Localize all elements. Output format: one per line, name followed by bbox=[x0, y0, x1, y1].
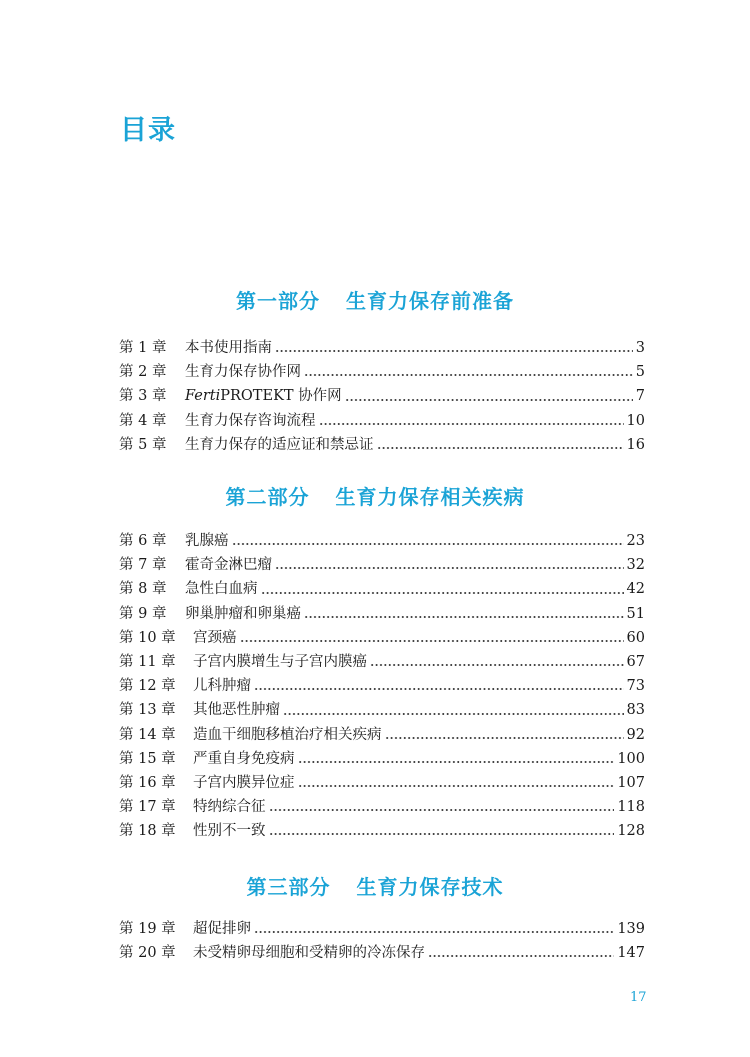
chapter-number: 第 10 章 bbox=[119, 629, 176, 646]
page-title: 目录 bbox=[120, 115, 176, 146]
chapter-title: 特纳综合征 bbox=[193, 799, 266, 816]
chapter-title: 卵巢肿瘤和卵巢癌 bbox=[185, 605, 301, 622]
page-ref: 7 bbox=[635, 388, 645, 405]
page-ref: 73 bbox=[626, 678, 645, 695]
chapter-title: 超促排卵 bbox=[193, 921, 251, 937]
toc-entry[interactable] bbox=[119, 409, 645, 433]
toc-entry[interactable] bbox=[119, 384, 645, 408]
chapter-title-rest: PROTEKT 协作网 bbox=[220, 388, 342, 405]
toc-entry[interactable] bbox=[119, 819, 645, 843]
toc-entry[interactable] bbox=[119, 723, 645, 747]
part-heading bbox=[0, 481, 750, 510]
chapter-title: 生育力保存咨询流程 bbox=[185, 412, 316, 429]
chapter-number: 第 20 章 bbox=[119, 945, 176, 962]
part-title: 生育力保存前准备 bbox=[346, 289, 514, 313]
leader-dots bbox=[298, 782, 615, 790]
page-ref: 67 bbox=[626, 653, 645, 670]
leader-dots bbox=[377, 444, 624, 452]
chapter-number: 第 1 章 bbox=[119, 340, 167, 356]
chapter-title: 儿科肿瘤 bbox=[193, 678, 251, 695]
chapter-number: 第 5 章 bbox=[119, 436, 167, 453]
chapter-number: 第 13 章 bbox=[119, 702, 176, 719]
leader-dots bbox=[254, 928, 614, 936]
toc-entry[interactable] bbox=[119, 433, 645, 457]
chapter-title: 生育力保存的适应证和禁忌证 bbox=[185, 436, 374, 453]
chapter-title: 乳腺癌 bbox=[185, 533, 229, 549]
page-ref: 23 bbox=[626, 533, 645, 549]
chapter-title: 霍奇金淋巴瘤 bbox=[185, 557, 272, 574]
page-number: 17 bbox=[630, 990, 647, 1005]
toc-list bbox=[119, 336, 645, 457]
chapter-number: 第 3 章 bbox=[119, 388, 167, 405]
page-ref: 147 bbox=[617, 945, 645, 962]
chapter-title: 未受精卵母细胞和受精卵的冷冻保存 bbox=[193, 945, 425, 962]
page-ref: 118 bbox=[617, 799, 645, 816]
toc-entry[interactable] bbox=[119, 698, 645, 722]
chapter-number: 第 17 章 bbox=[119, 799, 176, 816]
toc-entry[interactable] bbox=[119, 626, 645, 650]
chapter-number: 第 7 章 bbox=[119, 557, 167, 574]
chapter-title: 本书使用指南 bbox=[185, 340, 272, 356]
chapter-title bbox=[185, 384, 342, 405]
leader-dots bbox=[298, 758, 615, 766]
part-title: 生育力保存技术 bbox=[356, 875, 504, 899]
toc-list bbox=[119, 529, 645, 843]
toc-entry[interactable] bbox=[119, 553, 645, 577]
chapter-title: 急性白血病 bbox=[185, 581, 258, 598]
chapter-title: 性别不一致 bbox=[193, 823, 266, 840]
part-title: 生育力保存相关疾病 bbox=[335, 485, 525, 509]
chapter-number: 第 11 章 bbox=[119, 653, 176, 670]
chapter-number: 第 2 章 bbox=[119, 364, 167, 381]
leader-dots bbox=[428, 952, 614, 960]
chapter-number: 第 9 章 bbox=[119, 605, 167, 622]
chapter-number: 第 15 章 bbox=[119, 750, 176, 767]
page-ref: 42 bbox=[626, 581, 645, 598]
page-ref: 5 bbox=[635, 364, 645, 381]
toc-entry[interactable] bbox=[119, 650, 645, 674]
toc-entry[interactable] bbox=[119, 795, 645, 819]
chapter-title: 严重自身免疫病 bbox=[193, 750, 295, 767]
page-ref: 92 bbox=[626, 726, 645, 743]
chapter-number: 第 6 章 bbox=[119, 533, 167, 549]
chapter-number: 第 12 章 bbox=[119, 678, 176, 695]
leader-dots bbox=[275, 564, 624, 572]
chapter-title: 生育力保存协作网 bbox=[185, 364, 301, 381]
leader-dots bbox=[304, 613, 624, 621]
toc-entry[interactable] bbox=[119, 917, 645, 941]
toc-entry[interactable] bbox=[119, 336, 645, 360]
leader-dots bbox=[232, 540, 624, 548]
toc-entry[interactable] bbox=[119, 941, 645, 965]
part-heading bbox=[0, 285, 750, 314]
leader-dots bbox=[261, 589, 624, 597]
leader-dots bbox=[370, 661, 624, 669]
chapter-title: 子宫内膜异位症 bbox=[193, 774, 295, 791]
part-number: 第一部分 bbox=[236, 289, 320, 313]
leader-dots bbox=[254, 685, 624, 693]
toc-entry[interactable] bbox=[119, 529, 645, 553]
toc-entry[interactable] bbox=[119, 577, 645, 601]
toc-list bbox=[119, 917, 645, 965]
leader-dots bbox=[269, 830, 615, 838]
leader-dots bbox=[319, 420, 624, 428]
page-ref: 3 bbox=[635, 340, 645, 356]
leader-dots bbox=[275, 347, 633, 355]
part-number: 第三部分 bbox=[246, 875, 331, 899]
toc-entry[interactable] bbox=[119, 771, 645, 795]
toc-entry[interactable] bbox=[119, 602, 645, 626]
toc-entry[interactable] bbox=[119, 674, 645, 698]
chapter-title: 子宫内膜增生与子宫内膜癌 bbox=[193, 653, 367, 670]
chapter-number: 第 18 章 bbox=[119, 823, 176, 840]
leader-dots bbox=[345, 396, 633, 404]
leader-dots bbox=[240, 637, 624, 645]
part-heading bbox=[0, 871, 750, 900]
chapter-title: 宫颈癌 bbox=[193, 629, 237, 646]
leader-dots bbox=[385, 734, 624, 742]
page-ref: 10 bbox=[626, 412, 645, 429]
page-ref: 139 bbox=[617, 921, 645, 937]
page-ref: 107 bbox=[617, 774, 645, 791]
page-ref: 83 bbox=[626, 702, 645, 719]
chapter-number: 第 14 章 bbox=[119, 726, 176, 743]
page-ref: 60 bbox=[626, 629, 645, 646]
page-ref: 16 bbox=[626, 436, 645, 453]
chapter-title-italic: Ferti bbox=[185, 388, 221, 405]
chapter-number: 第 8 章 bbox=[119, 581, 167, 598]
toc-entry[interactable] bbox=[119, 360, 645, 384]
chapter-title: 其他恶性肿瘤 bbox=[193, 702, 280, 719]
chapter-number: 第 19 章 bbox=[119, 921, 176, 937]
page-ref: 100 bbox=[617, 750, 645, 767]
leader-dots bbox=[304, 371, 633, 379]
chapter-number: 第 16 章 bbox=[119, 774, 176, 791]
leader-dots bbox=[269, 806, 615, 814]
page-ref: 32 bbox=[626, 557, 645, 574]
toc-entry[interactable] bbox=[119, 747, 645, 771]
part-number: 第二部分 bbox=[225, 485, 310, 509]
page-ref: 51 bbox=[626, 605, 645, 622]
page-ref: 128 bbox=[617, 823, 645, 840]
leader-dots bbox=[283, 710, 624, 718]
chapter-number: 第 4 章 bbox=[119, 412, 167, 429]
chapter-title: 造血干细胞移植治疗相关疾病 bbox=[193, 726, 382, 743]
